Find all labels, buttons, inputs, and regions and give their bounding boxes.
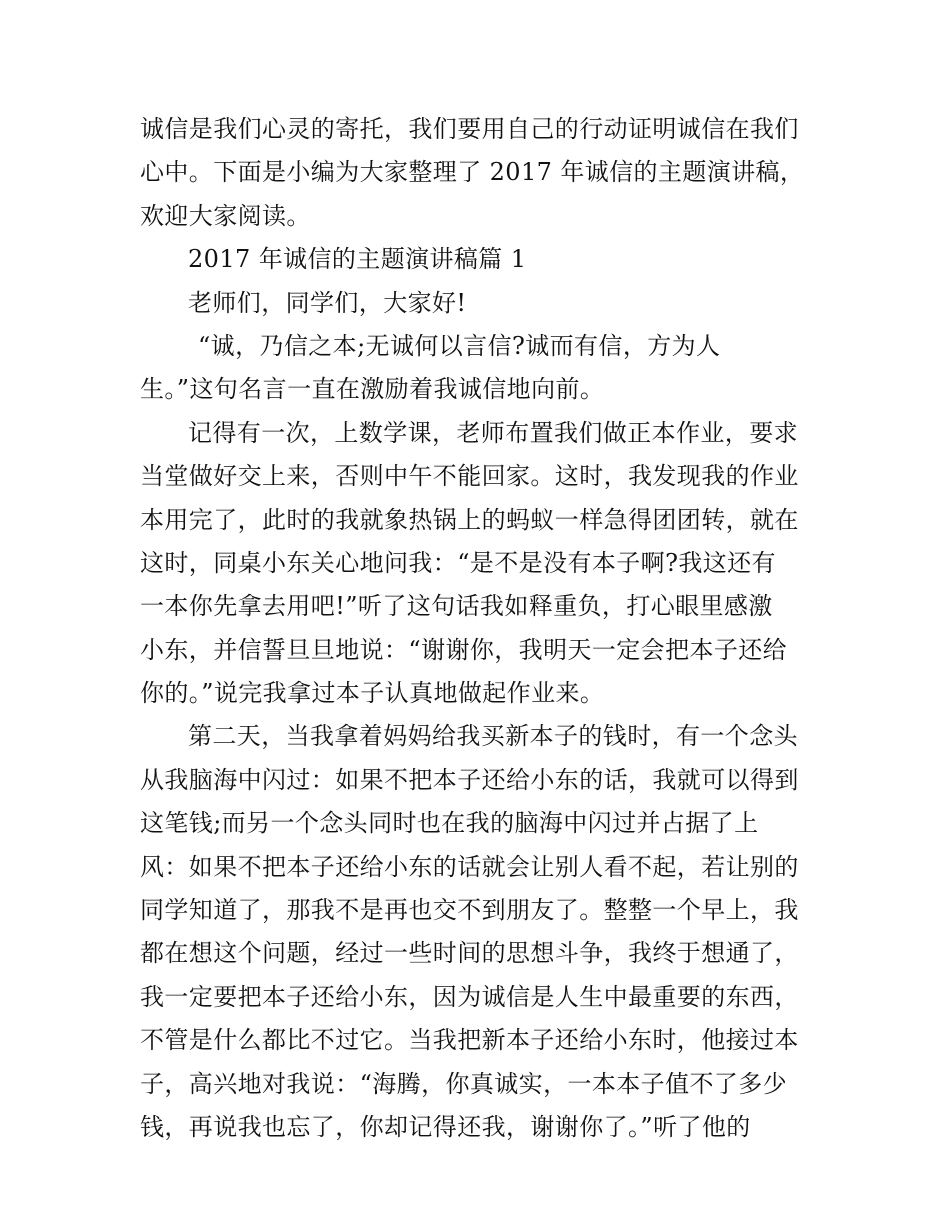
text-line: 生。”这句名言一直在激励着我诚信地向前。 (140, 375, 605, 404)
quote-line: “诚，乃信之本;无诚何以言信?诚而有信，方为人 (198, 331, 721, 360)
text-line: 风：如果不把本子还给小东的话就会让别人看不起，若让别的 (140, 852, 799, 881)
paragraph-start-line: 第二天，当我拿着妈妈给我买新本子的钱时，有一个念头 (188, 722, 798, 751)
text-line: 诚信是我们心灵的寄托，我们要用自己的行动证明诚信在我们 (140, 115, 799, 143)
text-line: 这笔钱;而另一个念头同时也在我的脑海中闪过并占据了上 (140, 809, 759, 838)
text-line: 当堂做好交上来，否则中午不能回家。这时，我发现我的作业 (140, 462, 799, 491)
text-line: 你的。”说完我拿过本子认真地做起作业来。 (140, 679, 605, 708)
document-body (140, 108, 812, 1149)
text-line: 欢迎大家阅读。 (140, 201, 311, 230)
paragraph-start-line: 记得有一次，上数学课，老师布置我们做正本作业，要求 (188, 418, 798, 447)
text-line: 小东，并信誓旦旦地说：“谢谢你，我明天一定会把本子还给 (140, 635, 788, 664)
text-line: 不管是什么都比不过它。当我把新本子还给小东时，他接过本 (140, 1026, 799, 1055)
text-line: 子，高兴地对我说：“海腾，你真诚实，一本本子值不了多少 (140, 1069, 788, 1098)
text-line: 都在想这个问题，经过一些时间的思想斗争，我终于想通了， (140, 939, 799, 968)
text-line: 心中。下面是小编为大家整理了 2017 年诚信的主题演讲稿， (140, 158, 805, 187)
greeting-line: 老师们，同学们，大家好! (188, 288, 467, 317)
text-line: 我一定要把本子还给小东，因为诚信是人生中最重要的东西， (140, 982, 799, 1011)
text-line: 同学知道了，那我不是再也交不到朋友了。整整一个早上，我 (140, 896, 799, 925)
text-line: 一本你先拿去用吧!”听了这句话我如释重负，打心眼里感激 (140, 592, 773, 621)
text-line: 从我脑海中闪过：如果不把本子还给小东的话，我就可以得到 (140, 765, 799, 794)
section-heading: 2017 年诚信的主题演讲稿篇 1 (188, 245, 527, 274)
text-line: 这时，同桌小东关心地问我：“是不是没有本子啊?我这还有 (140, 548, 776, 577)
text-line: 本用完了，此时的我就象热锅上的蚂蚁一样急得团团转，就在 (140, 505, 799, 534)
text-line: 钱，再说我也忘了，你却记得还我，谢谢你了。”听了他的 (140, 1112, 751, 1141)
